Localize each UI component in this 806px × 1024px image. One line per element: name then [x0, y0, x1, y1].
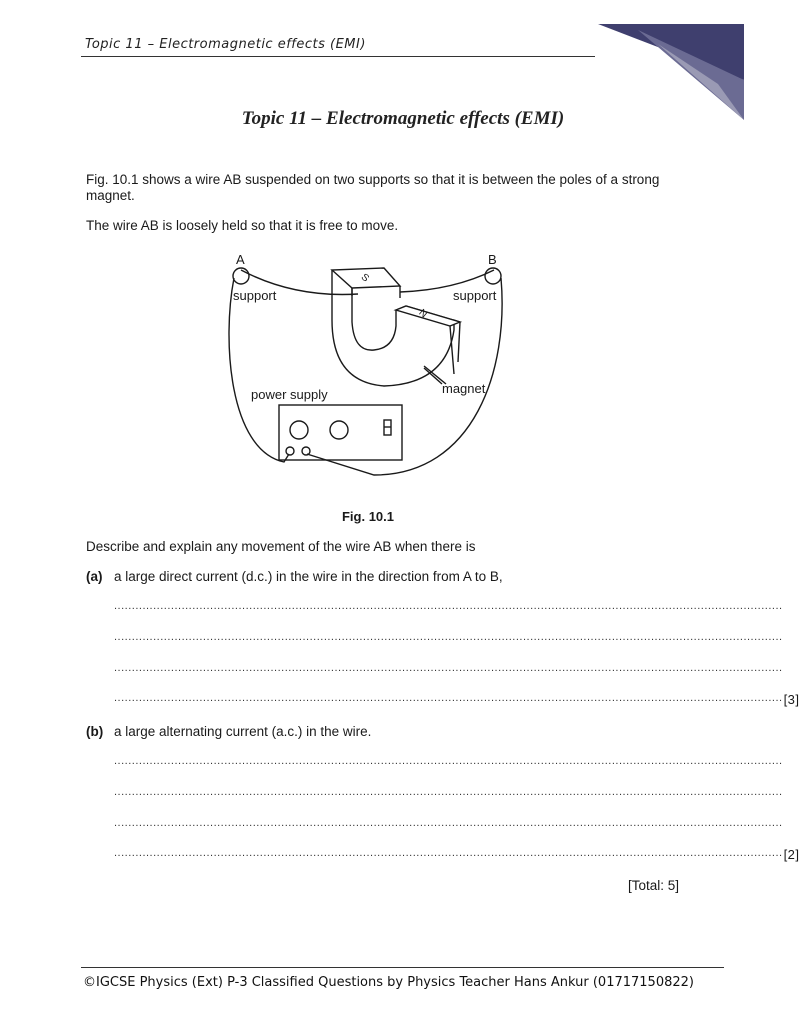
- intro-paragraph-2: The wire AB is loosely held so that it is free to move.: [86, 218, 399, 233]
- pole-n-label: N: [416, 307, 430, 321]
- answer-line[interactable]: ............................................................................................................................................................................................: [114, 631, 783, 643]
- page-title: Topic 11 – Electromagnetic effects (EMI): [241, 108, 565, 129]
- answer-line[interactable]: ............................................................................................................................................................................................: [114, 817, 783, 829]
- answer-line[interactable]: ............................................................................................................................................................................................: [114, 600, 783, 612]
- figure-caption: Fig. 10.1: [341, 509, 395, 524]
- footer-rule: [81, 967, 724, 968]
- power-supply-label: power supply: [251, 387, 328, 402]
- part-b-text: a large alternating current (a.c.) in the wire.: [114, 724, 372, 739]
- question-stem: Describe and explain any movement of the wire AB when there is: [86, 539, 476, 554]
- power-supply-dial-left: [290, 421, 308, 439]
- figure-10-1: [224, 250, 514, 490]
- terminal-left: [286, 447, 294, 455]
- intro-paragraph-1: Fig. 10.1 shows a wire AB suspended on two supports so that it is between the poles of a strong magnet.: [86, 172, 660, 203]
- part-a-label: (a): [86, 569, 103, 584]
- part-a-marks: [3]: [783, 692, 800, 707]
- answer-line[interactable]: ............................................................................................................................................................................................: [114, 786, 783, 798]
- answer-line[interactable]: ............................................................................................................................................................................................: [114, 662, 783, 674]
- support-left-label: support: [233, 288, 277, 303]
- part-b-label: (b): [86, 724, 104, 739]
- magnet-label: magnet: [442, 381, 486, 396]
- header-rule: [81, 56, 595, 57]
- answer-line[interactable]: ............................................................................................................................................................................................ [2]: [114, 847, 800, 862]
- footer-text: ©IGCSE Physics (Ext) P-3 Classified Questions by Physics Teacher Hans Ankur (01717150822): [83, 975, 694, 990]
- part-a-text: a large direct current (d.c.) in the wire in the direction from A to B,: [114, 569, 503, 584]
- terminal-right: [302, 447, 310, 455]
- lead-left: [229, 278, 289, 462]
- horseshoe-magnet: [332, 268, 460, 386]
- running-header: Topic 11 – Electromagnetic effects (EMI): [85, 37, 366, 52]
- total-marks: [Total: 5]: [627, 878, 679, 893]
- part-b-marks: [2]: [783, 847, 800, 862]
- power-supply-dial-right: [330, 421, 348, 439]
- pole-s-label: S: [358, 271, 371, 285]
- label-b: B: [488, 252, 497, 267]
- label-a: A: [236, 252, 245, 267]
- answer-line[interactable]: ............................................................................................................................................................................................: [114, 755, 783, 767]
- answer-line[interactable]: ............................................................................................................................................................................................ [3]: [114, 692, 800, 707]
- support-right-label: support: [453, 288, 497, 303]
